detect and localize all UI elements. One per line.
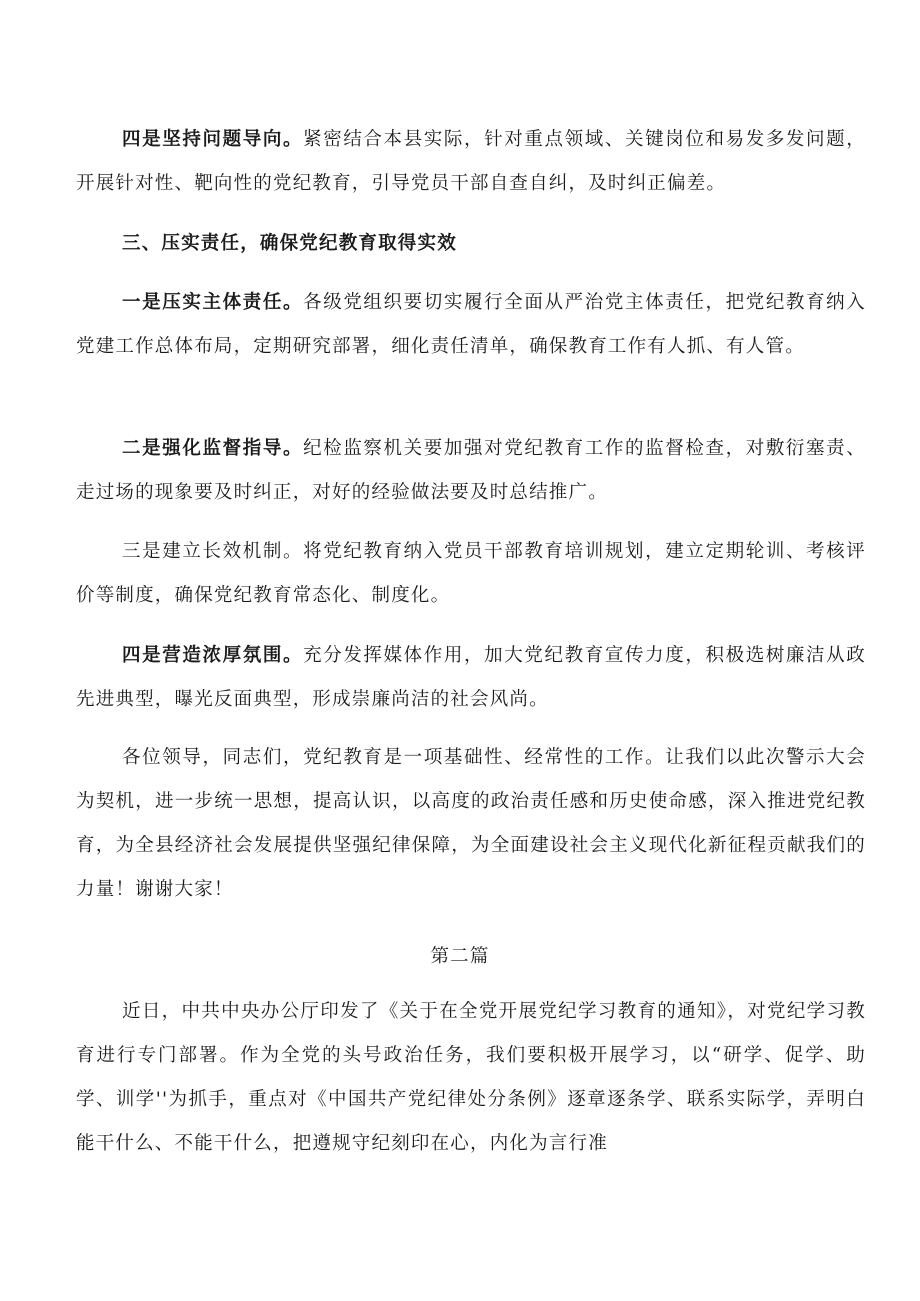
paragraph-body: 紧密结合本县实际，针对重点领域、关键岗位和易发多发问题，开展针对性、靶向性的党纪教育，引导党员干部自查自纠，及时纠正偏差。: [76, 129, 866, 194]
paragraph-part-two-intro: [76, 990, 866, 1166]
paragraph-long-term-mechanism: [76, 530, 866, 618]
paragraph-body: 充分发挥媒体作用，加大党纪教育宣传力度，积极选树廉洁从政先进典型，曝光反面典型，形成崇廉尚洁的社会风尚。: [76, 645, 866, 710]
paragraph-lead: 四是营造浓厚氛围。: [122, 645, 304, 666]
paragraph-body: 纪检监察机关要加强对党纪教育工作的监督检查，对敷衍塞责、走过场的现象要及时纠正，对好的经验做法要及时总结推广。: [76, 438, 866, 503]
section-title-part-two: 第二篇: [430, 946, 490, 967]
paragraph-body: 近日，中共中央办公厅印发了《关于在全党开展党纪学习教育的通知》，对党纪学习教育进行专门部署。作为全党的头号政治任务，我们要积极开展学习，以“研学、促学、助学、训学''为抓手，重点对《中国共产党纪律处分条例》逐章逐条学、联系实际学，弄明白能干什么、不能干什么，把遵规守纪刻印在心，内化为言行准: [76, 1001, 866, 1154]
paragraph-lead: 四是坚持问题导向。: [122, 129, 304, 150]
paragraph-lead: 二是强化监督指导。: [122, 438, 304, 459]
paragraph-supervision: [76, 427, 866, 515]
paragraph-body: 各位领导，同志们，党纪教育是一项基础性、经常性的工作。让我们以此次警示大会为契机，进一步统一思想，提高认识，以高度的政治责任感和历史使命感，深入推进党纪教育，为全县经济社会发展提供坚强纪律保障，为全面建设社会主义现代化新征程贡献我们的力量！谢谢大家！: [76, 747, 866, 900]
paragraph-closing-remarks: [76, 736, 866, 912]
paragraph-atmosphere: [76, 634, 866, 722]
paragraph-body: 各级党组织要切实履行全面从严治党主体责任，把党纪教育纳入党建工作总体布局，定期研究部署，细化责任清单，确保教育工作有人抓、有人管。: [76, 292, 866, 357]
paragraph-lead: 一是压实主体责任。: [122, 292, 304, 313]
paragraph-body: 三是建立长效机制。将党纪教育纳入党员干部教育培训规划，建立定期轮训、考核评价等制度，确保党纪教育常态化、制度化。: [76, 541, 866, 606]
paragraph-main-responsibility: [76, 281, 866, 369]
paragraph-problem-orientation: [76, 118, 866, 206]
section-heading-3: 三、压实责任，确保党纪教育取得实效: [122, 233, 457, 254]
